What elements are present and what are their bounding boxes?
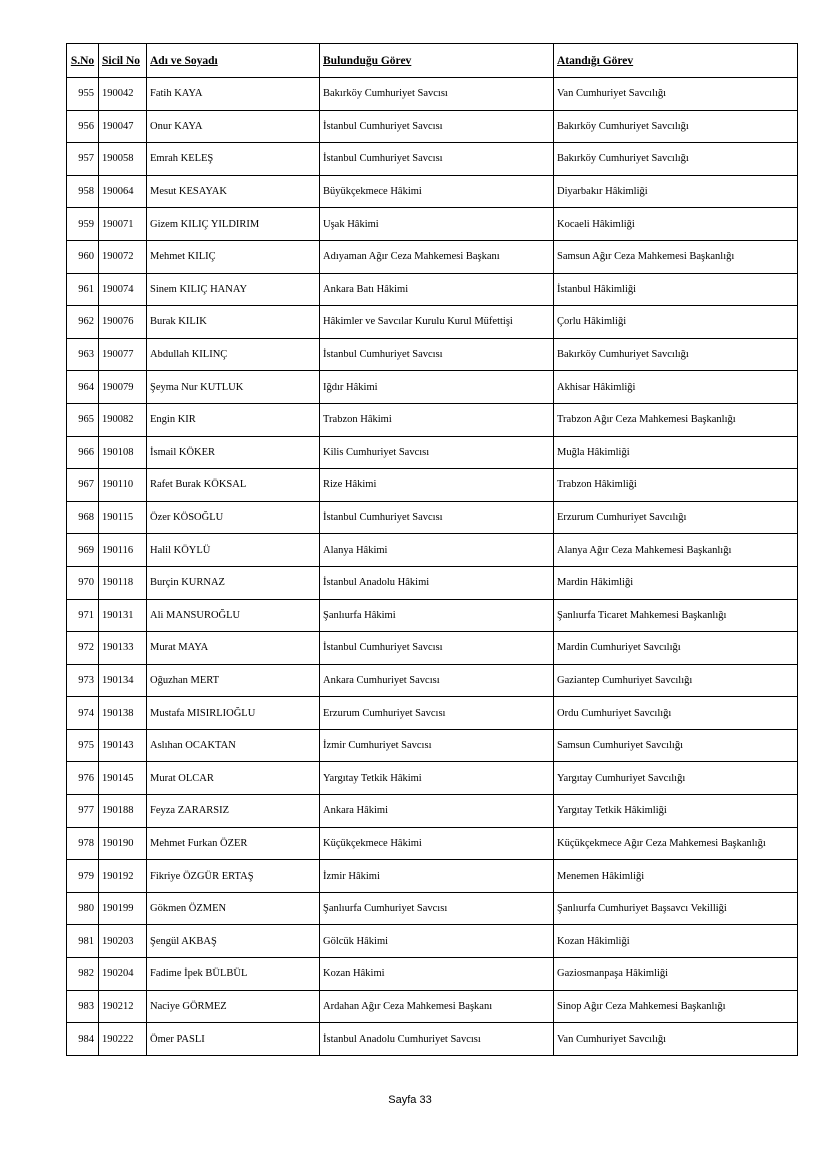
cell-assigned-duty: İstanbul Hâkimliği	[554, 273, 798, 306]
table-row	[67, 143, 798, 176]
cell-name: Abdullah KILINÇ	[147, 338, 320, 371]
cell-assigned-duty: Trabzon Ağır Ceza Mahkemesi Başkanlığı	[554, 403, 798, 436]
header-sno: S.No	[67, 44, 99, 78]
cell-current-duty: Kilis Cumhuriyet Savcısı	[320, 436, 554, 469]
cell-name: Fikriye ÖZGÜR ERTAŞ	[147, 860, 320, 893]
cell-sicil-no: 190188	[99, 795, 147, 828]
cell-assigned-duty: Kocaeli Hâkimliği	[554, 208, 798, 241]
cell-name: Aslıhan OCAKTAN	[147, 729, 320, 762]
cell-sicil-no: 190071	[99, 208, 147, 241]
cell-assigned-duty: Yargıtay Tetkik Hâkimliği	[554, 795, 798, 828]
cell-sno: 963	[67, 338, 99, 371]
table-row	[67, 632, 798, 665]
table-row	[67, 860, 798, 893]
cell-sicil-no: 190145	[99, 762, 147, 795]
cell-sno: 956	[67, 110, 99, 143]
cell-sicil-no: 190133	[99, 632, 147, 665]
cell-sno: 973	[67, 664, 99, 697]
cell-sno: 967	[67, 469, 99, 502]
cell-name: Mehmet KILIÇ	[147, 240, 320, 273]
cell-name: Fatih KAYA	[147, 78, 320, 111]
cell-sicil-no: 190047	[99, 110, 147, 143]
cell-current-duty: İstanbul Anadolu Cumhuriyet Savcısı	[320, 1023, 554, 1056]
cell-sicil-no: 190074	[99, 273, 147, 306]
cell-name: Şengül AKBAŞ	[147, 925, 320, 958]
cell-current-duty: İstanbul Anadolu Hâkimi	[320, 566, 554, 599]
cell-sicil-no: 190076	[99, 306, 147, 339]
cell-name: Ömer PASLI	[147, 1023, 320, 1056]
cell-sno: 972	[67, 632, 99, 665]
cell-current-duty: Küçükçekmece Hâkimi	[320, 827, 554, 860]
cell-current-duty: Ardahan Ağır Ceza Mahkemesi Başkanı	[320, 990, 554, 1023]
cell-current-duty: İstanbul Cumhuriyet Savcısı	[320, 338, 554, 371]
cell-sno: 957	[67, 143, 99, 176]
cell-name: Murat MAYA	[147, 632, 320, 665]
cell-sicil-no: 190064	[99, 175, 147, 208]
cell-assigned-duty: Van Cumhuriyet Savcılığı	[554, 78, 798, 111]
cell-current-duty: İzmir Cumhuriyet Savcısı	[320, 729, 554, 762]
appointments-table	[66, 43, 798, 1056]
cell-assigned-duty: Trabzon Hâkimliği	[554, 469, 798, 502]
cell-sno: 984	[67, 1023, 99, 1056]
cell-sicil-no: 190192	[99, 860, 147, 893]
cell-sicil-no: 190115	[99, 501, 147, 534]
cell-name: Murat OLCAR	[147, 762, 320, 795]
table-row	[67, 762, 798, 795]
table-row	[67, 78, 798, 111]
cell-current-duty: İzmir Hâkimi	[320, 860, 554, 893]
cell-assigned-duty: Gaziantep Cumhuriyet Savcılığı	[554, 664, 798, 697]
cell-name: Burçin KURNAZ	[147, 566, 320, 599]
cell-name: Özer KÖSOĞLU	[147, 501, 320, 534]
cell-sno: 978	[67, 827, 99, 860]
cell-sicil-no: 190118	[99, 566, 147, 599]
cell-name: Naciye GÖRMEZ	[147, 990, 320, 1023]
cell-assigned-duty: Sinop Ağır Ceza Mahkemesi Başkanlığı	[554, 990, 798, 1023]
cell-sicil-no: 190072	[99, 240, 147, 273]
cell-sno: 971	[67, 599, 99, 632]
cell-assigned-duty: Çorlu Hâkimliği	[554, 306, 798, 339]
cell-name: Ali MANSUROĞLU	[147, 599, 320, 632]
cell-assigned-duty: Akhisar Hâkimliği	[554, 371, 798, 404]
cell-sno: 977	[67, 795, 99, 828]
cell-sno: 982	[67, 958, 99, 991]
cell-current-duty: Ankara Batı Hâkimi	[320, 273, 554, 306]
cell-name: Gizem KILIÇ YILDIRIM	[147, 208, 320, 241]
cell-name: Fadime İpek BÜLBÜL	[147, 958, 320, 991]
cell-sno: 975	[67, 729, 99, 762]
cell-sno: 960	[67, 240, 99, 273]
cell-sicil-no: 190116	[99, 534, 147, 567]
cell-sicil-no: 190058	[99, 143, 147, 176]
cell-sicil-no: 190108	[99, 436, 147, 469]
table-row	[67, 925, 798, 958]
cell-assigned-duty: Bakırköy Cumhuriyet Savcılığı	[554, 143, 798, 176]
table-row	[67, 338, 798, 371]
cell-name: Mehmet Furkan ÖZER	[147, 827, 320, 860]
table-row	[67, 827, 798, 860]
cell-sicil-no: 190077	[99, 338, 147, 371]
table-row	[67, 208, 798, 241]
cell-current-duty: Hâkimler ve Savcılar Kurulu Kurul Müfettişi	[320, 306, 554, 339]
cell-current-duty: İstanbul Cumhuriyet Savcısı	[320, 110, 554, 143]
cell-sicil-no: 190131	[99, 599, 147, 632]
cell-sicil-no: 190134	[99, 664, 147, 697]
cell-assigned-duty: Van Cumhuriyet Savcılığı	[554, 1023, 798, 1056]
cell-assigned-duty: Alanya Ağır Ceza Mahkemesi Başkanlığı	[554, 534, 798, 567]
cell-assigned-duty: Muğla Hâkimliği	[554, 436, 798, 469]
cell-assigned-duty: Bakırköy Cumhuriyet Savcılığı	[554, 338, 798, 371]
cell-sicil-no: 190079	[99, 371, 147, 404]
table-row	[67, 273, 798, 306]
table-row	[67, 110, 798, 143]
cell-sno: 969	[67, 534, 99, 567]
cell-assigned-duty: Şanlıurfa Ticaret Mahkemesi Başkanlığı	[554, 599, 798, 632]
cell-name: Halil KÖYLÜ	[147, 534, 320, 567]
cell-current-duty: Adıyaman Ağır Ceza Mahkemesi Başkanı	[320, 240, 554, 273]
cell-name: Mesut KESAYAK	[147, 175, 320, 208]
cell-sno: 979	[67, 860, 99, 893]
cell-assigned-duty: Kozan Hâkimliği	[554, 925, 798, 958]
cell-sicil-no: 190082	[99, 403, 147, 436]
table-row	[67, 795, 798, 828]
header-assigned-duty: Atandığı Görev	[554, 44, 798, 78]
cell-sicil-no: 190212	[99, 990, 147, 1023]
cell-sicil-no: 190143	[99, 729, 147, 762]
cell-assigned-duty: Erzurum Cumhuriyet Savcılığı	[554, 501, 798, 534]
cell-name: Engin KIR	[147, 403, 320, 436]
header-current-duty: Bulunduğu Görev	[320, 44, 554, 78]
table-row	[67, 664, 798, 697]
cell-sno: 981	[67, 925, 99, 958]
cell-sno: 966	[67, 436, 99, 469]
cell-sno: 980	[67, 892, 99, 925]
cell-name: Emrah KELEŞ	[147, 143, 320, 176]
table-row	[67, 892, 798, 925]
cell-current-duty: Kozan Hâkimi	[320, 958, 554, 991]
header-name: Adı ve Soyadı	[147, 44, 320, 78]
cell-assigned-duty: Şanlıurfa Cumhuriyet Başsavcı Vekilliği	[554, 892, 798, 925]
cell-sicil-no: 190199	[99, 892, 147, 925]
cell-current-duty: Erzurum Cumhuriyet Savcısı	[320, 697, 554, 730]
cell-sno: 958	[67, 175, 99, 208]
cell-sno: 976	[67, 762, 99, 795]
cell-assigned-duty: Samsun Cumhuriyet Savcılığı	[554, 729, 798, 762]
cell-assigned-duty: Diyarbakır Hâkimliği	[554, 175, 798, 208]
table-row	[67, 436, 798, 469]
cell-sno: 965	[67, 403, 99, 436]
table-row	[67, 990, 798, 1023]
table-row	[67, 306, 798, 339]
cell-current-duty: Yargıtay Tetkik Hâkimi	[320, 762, 554, 795]
cell-name: Onur KAYA	[147, 110, 320, 143]
cell-assigned-duty: Mardin Cumhuriyet Savcılığı	[554, 632, 798, 665]
cell-current-duty: Gölcük Hâkimi	[320, 925, 554, 958]
cell-current-duty: Şanlıurfa Hâkimi	[320, 599, 554, 632]
cell-current-duty: Ankara Hâkimi	[320, 795, 554, 828]
cell-sno: 964	[67, 371, 99, 404]
cell-current-duty: Rize Hâkimi	[320, 469, 554, 502]
table-row	[67, 175, 798, 208]
table-row	[67, 599, 798, 632]
cell-assigned-duty: Ordu Cumhuriyet Savcılığı	[554, 697, 798, 730]
cell-assigned-duty: Küçükçekmece Ağır Ceza Mahkemesi Başkanlığı	[554, 827, 798, 860]
table-row	[67, 240, 798, 273]
cell-name: Burak KILIK	[147, 306, 320, 339]
page-number: Sayfa 33	[388, 1094, 432, 1106]
cell-sicil-no: 190222	[99, 1023, 147, 1056]
cell-sicil-no: 190190	[99, 827, 147, 860]
table-row	[67, 371, 798, 404]
table-row	[67, 729, 798, 762]
table-row	[67, 566, 798, 599]
cell-sno: 962	[67, 306, 99, 339]
cell-current-duty: Trabzon Hâkimi	[320, 403, 554, 436]
cell-sno: 959	[67, 208, 99, 241]
cell-name: İsmail KÖKER	[147, 436, 320, 469]
cell-current-duty: Ankara Cumhuriyet Savcısı	[320, 664, 554, 697]
cell-sno: 968	[67, 501, 99, 534]
cell-current-duty: Iğdır Hâkimi	[320, 371, 554, 404]
cell-current-duty: İstanbul Cumhuriyet Savcısı	[320, 632, 554, 665]
cell-name: Şeyma Nur KUTLUK	[147, 371, 320, 404]
cell-current-duty: Bakırköy Cumhuriyet Savcısı	[320, 78, 554, 111]
cell-name: Oğuzhan MERT	[147, 664, 320, 697]
table-row	[67, 697, 798, 730]
cell-current-duty: İstanbul Cumhuriyet Savcısı	[320, 143, 554, 176]
table-row	[67, 958, 798, 991]
cell-assigned-duty: Samsun Ağır Ceza Mahkemesi Başkanlığı	[554, 240, 798, 273]
cell-assigned-duty: Menemen Hâkimliği	[554, 860, 798, 893]
cell-sno: 970	[67, 566, 99, 599]
cell-sno: 961	[67, 273, 99, 306]
table-body	[67, 78, 798, 1056]
cell-sicil-no: 190138	[99, 697, 147, 730]
table-row	[67, 1023, 798, 1056]
cell-sno: 974	[67, 697, 99, 730]
cell-current-duty: İstanbul Cumhuriyet Savcısı	[320, 501, 554, 534]
cell-sno: 983	[67, 990, 99, 1023]
cell-current-duty: Alanya Hâkimi	[320, 534, 554, 567]
table-row	[67, 534, 798, 567]
cell-sicil-no: 190203	[99, 925, 147, 958]
cell-current-duty: Uşak Hâkimi	[320, 208, 554, 241]
cell-name: Mustafa MISIRLIOĞLU	[147, 697, 320, 730]
cell-assigned-duty: Gaziosmanpaşa Hâkimliği	[554, 958, 798, 991]
cell-assigned-duty: Yargıtay Cumhuriyet Savcılığı	[554, 762, 798, 795]
cell-name: Sinem KILIÇ HANAY	[147, 273, 320, 306]
cell-current-duty: Şanlıurfa Cumhuriyet Savcısı	[320, 892, 554, 925]
table-row	[67, 469, 798, 502]
table-row	[67, 403, 798, 436]
header-sicil-no: Sicil No	[99, 44, 147, 78]
cell-sicil-no: 190042	[99, 78, 147, 111]
cell-name: Rafet Burak KÖKSAL	[147, 469, 320, 502]
cell-current-duty: Büyükçekmece Hâkimi	[320, 175, 554, 208]
cell-name: Gökmen ÖZMEN	[147, 892, 320, 925]
cell-name: Feyza ZARARSIZ	[147, 795, 320, 828]
cell-assigned-duty: Bakırköy Cumhuriyet Savcılığı	[554, 110, 798, 143]
table-header-row	[67, 44, 798, 78]
cell-assigned-duty: Mardin Hâkimliği	[554, 566, 798, 599]
table-row	[67, 501, 798, 534]
cell-sicil-no: 190110	[99, 469, 147, 502]
cell-sno: 955	[67, 78, 99, 111]
cell-sicil-no: 190204	[99, 958, 147, 991]
